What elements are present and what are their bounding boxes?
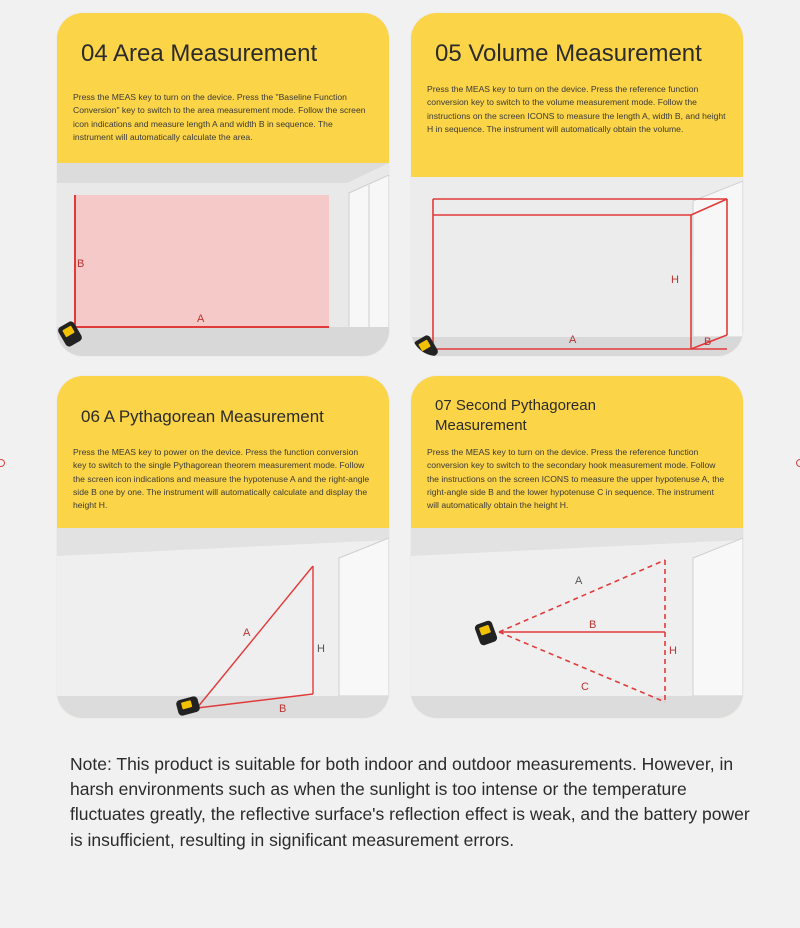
label-h: H — [671, 274, 679, 286]
volume-illustration — [411, 177, 743, 356]
label-b: B — [589, 619, 597, 631]
label-b: B — [77, 258, 85, 270]
card-title: 04 Area Measurement — [81, 40, 318, 67]
area-fill — [75, 195, 329, 327]
area-illustration — [57, 163, 389, 356]
label-a: A — [243, 627, 251, 639]
label-c: C — [581, 681, 589, 693]
card-second-pythagorean-measurement — [411, 376, 743, 718]
card-title: 07 Second Pythagorean Measurement — [435, 397, 596, 435]
label-a: A — [575, 575, 583, 587]
label-a: A — [197, 313, 205, 325]
pythagorean-illustration — [57, 528, 389, 718]
card-description: Press the MEAS key to power on the device. Press the function conversion key to switch to the single Pythagorean theorem measurement mode. Follow the screen icon indications and measure the hypotenuse A and the right-angle side B one by one. The instrument will automatically calculate and display the height H. — [73, 447, 370, 511]
label-h: H — [317, 643, 325, 655]
card-description: Press the MEAS key to turn on the device. Press the reference function conversion key to switch to the volume measurement mode. Follow the instructions on the screen ICONS to measure the length A, width B, and height H in sequence. The instrument will automatically obtain the volume. — [427, 84, 726, 134]
card-area-measurement — [57, 13, 389, 356]
second-pythagorean-illustration — [411, 528, 743, 718]
card-description: Press the MEAS key to turn on the device. Press the "Baseline Function Conversion" key to switch to the area measurement mode. Follow the screen icon indications and measure length A and width B in sequence. The instrument will automatically calculate the area. — [73, 92, 366, 142]
card-pythagorean-measurement — [57, 376, 389, 718]
edge-marker-right — [796, 459, 800, 467]
label-b: B — [704, 336, 712, 348]
label-a: A — [569, 334, 577, 346]
label-b: B — [279, 703, 287, 715]
note-text: Note: This product is suitable for both indoor and outdoor measurements. However, in harsh environments such as when the sunlight is too intense or the temperature fluctuates greatly, the reflective surface's reflection effect is weak, and the battery power is insufficient, resulting in significant measurement errors. — [70, 754, 750, 850]
card-volume-measurement — [411, 13, 743, 356]
card-title: 05 Volume Measurement — [435, 40, 702, 67]
card-description: Press the MEAS key to turn on the device. Press the reference function conversion key to switch to the secondary hook measurement mode. Follow the instructions on the screen ICONS to measure the upper hypotenuse A, the right-angle side B and the lower hypotenuse C in sequence. The instrument will automatically obtain the height H. — [427, 447, 725, 511]
label-h: H — [669, 645, 677, 657]
card-title: 06 A Pythagorean Measurement — [81, 407, 324, 426]
edge-marker-left — [0, 459, 5, 467]
